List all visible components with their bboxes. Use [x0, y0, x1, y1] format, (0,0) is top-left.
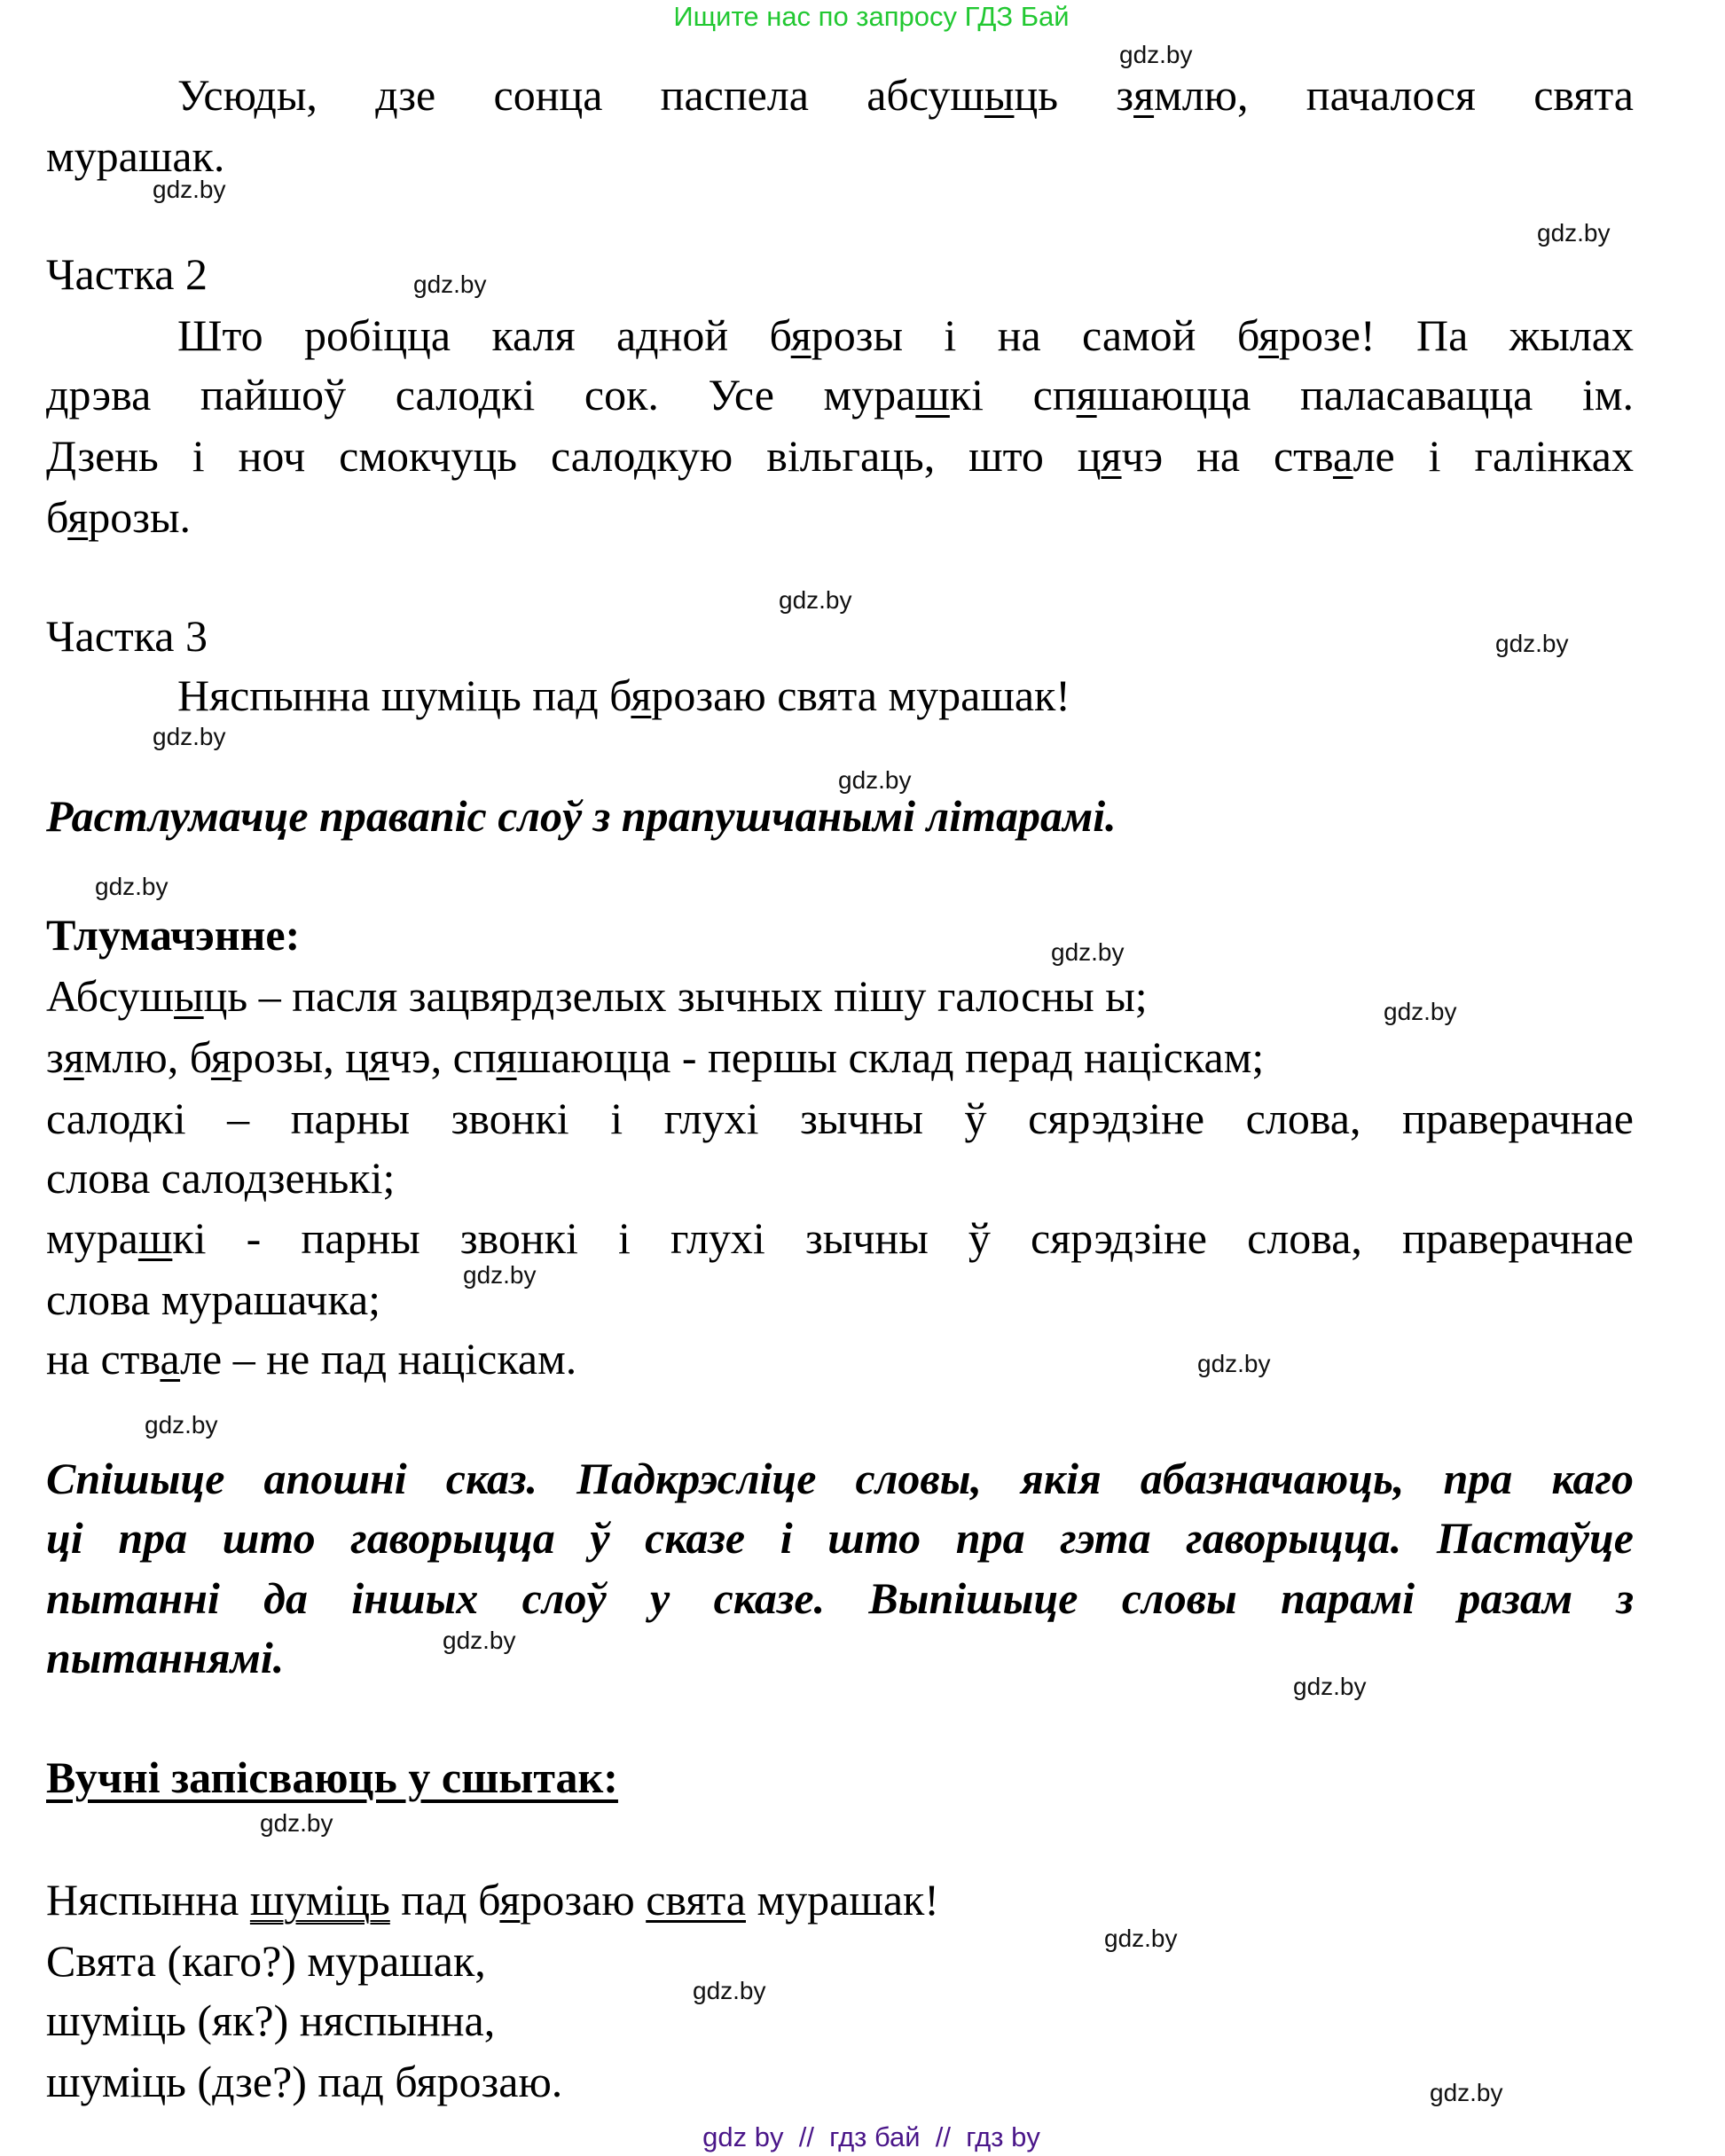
- missing-letter: я: [67, 492, 89, 542]
- part1-line-1: [46, 65, 1634, 125]
- watermark: gdz.by: [693, 1977, 766, 2004]
- explanation-line-5: [46, 1208, 1634, 1268]
- text-segment: Што робіцца каля адной б: [177, 310, 791, 360]
- explanation-line-2: [46, 1027, 1634, 1087]
- text-segment: чэ на ств: [1121, 431, 1333, 481]
- word-pair-3: шуміць (дзе?) пад бярозаю.: [46, 2057, 563, 2106]
- part2-title: Частка 2: [46, 249, 208, 299]
- text-segment: кі - парны звонкі і глухі зычны ў сярэдзіне слова, праверачнае: [172, 1213, 1634, 1263]
- missing-letter: я: [496, 1032, 517, 1082]
- notebook-heading-text: Вучні запісваюць у сшытак:: [46, 1752, 618, 1802]
- watermark: gdz.by: [1430, 2079, 1503, 2106]
- watermark: gdz.by: [1384, 998, 1457, 1025]
- subject-word: свята: [646, 1875, 746, 1925]
- task2-line-3: пытанні да іншых слоў у сказе. Выпішыце словы парамі разам з: [46, 1573, 1634, 1623]
- text-segment: ле – не пад націскам.: [180, 1334, 577, 1384]
- missing-letter: я: [499, 1875, 521, 1925]
- text-segment: дрэва пайшоў сало: [46, 370, 479, 419]
- task2-line-1: Спішыце апошні сказ. Падкрэсліце словы, якія абазначаюць, пра каго: [46, 1454, 1634, 1503]
- search-hint-banner: Ищите нас по запросу ГДЗ Бай: [673, 1, 1070, 32]
- text-segment: кі сп: [949, 370, 1077, 419]
- watermark: gdz.by: [1495, 630, 1569, 657]
- text-segment: розаю: [520, 1875, 647, 1925]
- text-segment: шаюцца - першы склад перад націскам;: [516, 1032, 1265, 1082]
- missing-letter: д: [129, 1094, 153, 1143]
- text-segment: мура: [46, 1213, 138, 1263]
- task2-line-4: пытаннямі.: [46, 1633, 285, 1682]
- word-pair-2: шуміць (як?) няспынна,: [46, 1995, 496, 2045]
- text-segment: сало: [46, 1094, 129, 1143]
- text-segment: шаюцца паласавацца ім.: [1096, 370, 1634, 419]
- text-segment: ць з: [1014, 70, 1134, 120]
- text-segment: чэ, сп: [389, 1032, 497, 1082]
- watermark: gdz.by: [1197, 1350, 1271, 1377]
- notebook-sentence: [46, 1870, 1634, 1930]
- missing-letter: ш: [137, 1213, 173, 1263]
- explanation-line-6: слова мурашачка;: [46, 1274, 381, 1324]
- part2-line-1: [46, 305, 1634, 365]
- missing-letter: я: [1258, 310, 1280, 360]
- watermark: gdz.by: [153, 176, 226, 203]
- watermark: gdz.by: [153, 723, 226, 750]
- missing-letter: я: [790, 310, 812, 360]
- task2-line-2: ці пра што гаворыцца ў сказе і што пра гэта гаворыцца. Пастаўце: [46, 1513, 1634, 1563]
- missing-letter: я: [1133, 70, 1155, 120]
- watermark: gdz.by: [838, 766, 912, 794]
- watermark: gdz.by: [145, 1411, 218, 1439]
- text-segment: Няспынна: [46, 1875, 250, 1925]
- text-segment: Абсуш: [46, 971, 175, 1021]
- watermark: gdz.by: [779, 586, 852, 614]
- footer-links-banner: gdz by // гдз бай // гдз by: [702, 2121, 1040, 2152]
- watermark: gdz.by: [1051, 938, 1125, 966]
- explanation-heading: Тлумачэнне:: [46, 910, 301, 960]
- explanation-line-7: [46, 1329, 1634, 1389]
- watermark: gdz.by: [260, 1809, 333, 1837]
- missing-letter: а: [160, 1334, 181, 1384]
- missing-letter: ы: [174, 971, 204, 1021]
- text-segment: з: [46, 1032, 64, 1082]
- watermark: gdz.by: [1119, 41, 1193, 68]
- notebook-heading: [46, 1747, 1634, 1807]
- missing-letter: а: [1332, 431, 1353, 481]
- text-segment: на ств: [46, 1334, 161, 1384]
- text-segment: млю, пачалося свята: [1154, 70, 1634, 120]
- explanation-line-3: [46, 1088, 1634, 1149]
- text-segment: кі – парны звонкі і глухі зычны ў сярэдзіне слова, праверачнае: [152, 1094, 1634, 1143]
- missing-letter: я: [210, 1032, 231, 1082]
- missing-letter: д: [478, 370, 502, 419]
- missing-letter: я: [631, 670, 652, 720]
- word-pair-1: Свята (каго?) мурашак,: [46, 1936, 486, 1986]
- part3-line-1: [46, 665, 1634, 725]
- missing-letter: я: [1076, 370, 1097, 419]
- text-segment: пад б: [389, 1875, 500, 1925]
- text-segment: б: [46, 492, 68, 542]
- part1-line-2: мурашак.: [46, 131, 225, 181]
- text-segment: млю, б: [83, 1032, 211, 1082]
- text-segment: мурашак!: [745, 1875, 939, 1925]
- text-segment: Няспынна шуміць пад б: [177, 670, 631, 720]
- text-segment: розаю свята мурашак!: [651, 670, 1070, 720]
- watermark: gdz.by: [413, 270, 487, 298]
- text-segment: розе! Па жылах: [1279, 310, 1634, 360]
- explanation-line-4: слова салодзенькі;: [46, 1153, 396, 1203]
- watermark: gdz.by: [463, 1261, 537, 1289]
- text-segment: ць – пасля зацвярдзелых зычных пішу галосны ы;: [203, 971, 1148, 1021]
- part2-line-2: [46, 365, 1634, 425]
- text-segment: Дзень і ноч смокчуць салодкую вільгаць, што ц: [46, 431, 1102, 481]
- text-segment: кі сок. Усе мура: [501, 370, 916, 419]
- watermark: gdz.by: [1293, 1673, 1367, 1700]
- watermark: gdz.by: [1104, 1925, 1178, 1952]
- part3-title: Частка 3: [46, 611, 208, 661]
- text-segment: розы і на самой б: [811, 310, 1259, 360]
- text-segment: розы.: [88, 492, 192, 542]
- missing-letter: ш: [915, 370, 950, 419]
- watermark: gdz.by: [95, 873, 169, 900]
- text-segment: Усюды, дзе сонца паспела абсуш: [177, 70, 984, 120]
- missing-letter: я: [369, 1032, 390, 1082]
- text-segment: розы, ц: [231, 1032, 370, 1082]
- part2-line-4: [46, 487, 1634, 547]
- text-segment: ле і галінках: [1353, 431, 1634, 481]
- task1-instruction: Растлумачце правапіс слоў з прапушчанымі літарамі.: [46, 791, 1117, 841]
- watermark: gdz.by: [1537, 219, 1611, 247]
- predicate-word: шуміць: [249, 1875, 390, 1925]
- missing-letter: я: [1101, 431, 1122, 481]
- missing-letter: ы: [984, 70, 1015, 120]
- part2-line-3: [46, 426, 1634, 486]
- watermark: gdz.by: [443, 1627, 516, 1654]
- missing-letter: я: [63, 1032, 84, 1082]
